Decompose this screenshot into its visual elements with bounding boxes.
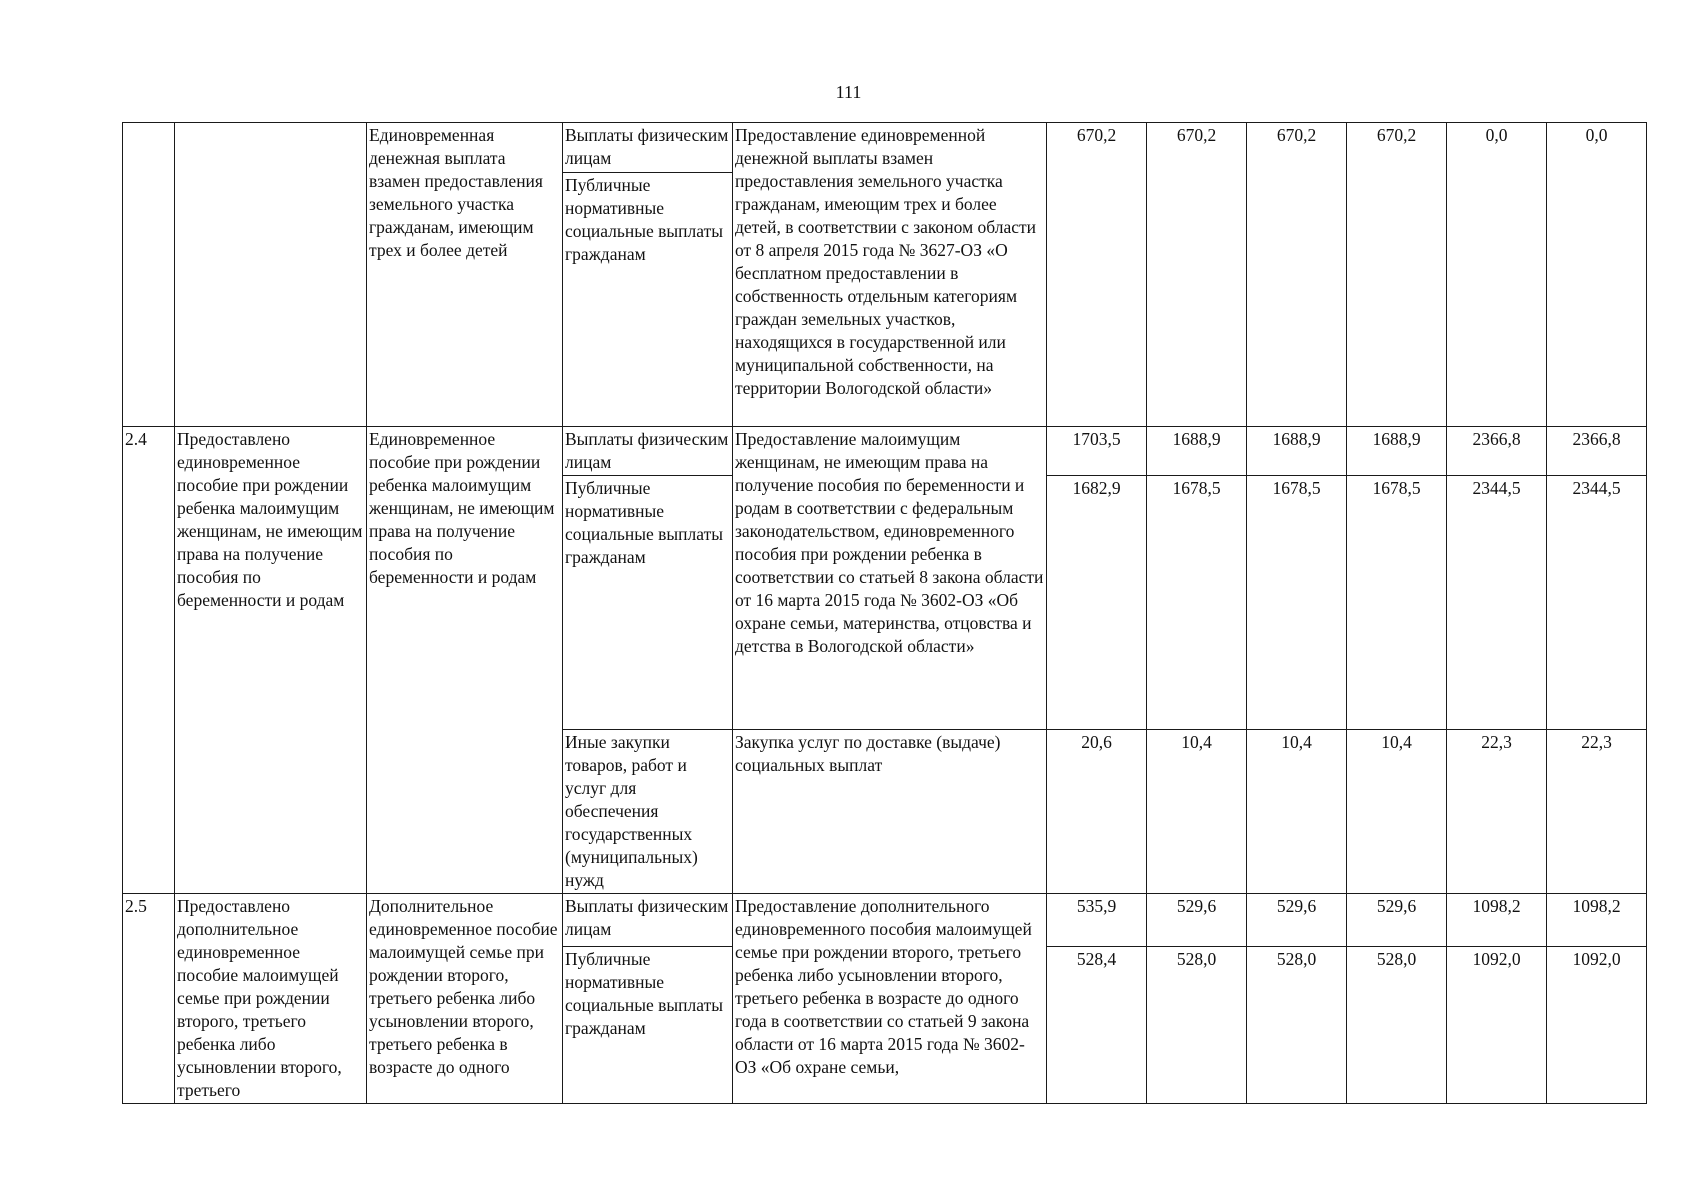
expense-type-cell: Выплаты физическим лицам — [563, 894, 733, 947]
event-cell: Предоставлено дополнительное единовременное пособие малоимущей семье при рождении второго, третьего ребенка либо усыновлении второго, третьего — [175, 894, 367, 1104]
expense-type-cell: Публичные нормативные социальные выплаты гражданам — [563, 947, 733, 1104]
value-cell: 529,6 — [1147, 894, 1247, 947]
value-cell: 1678,5 — [1347, 476, 1447, 730]
event-cell: Предоставлено единовременное пособие при рождении ребенка малоимущим женщинам, не имеющим права на получение пособия по беременности и родам — [175, 427, 367, 894]
expense-type-cell: Иные закупки товаров, работ и услуг для обеспечения государственных (муниципальных) нужд — [563, 730, 733, 894]
value-cell: 670,2 — [1347, 123, 1447, 427]
value-cell: 22,3 — [1447, 730, 1547, 894]
description-cell: Предоставление единовременной денежной выплаты взамен предоставления земельного участка гражданам, имеющим трех и более детей, в соответствии с законом области от 8 апреля 2015 года № 3627-ОЗ «О бесплатном предоставлении в собственность отдельным категориям граждан земельных участков, находящихся в государственной или муниципальной собственности, на территории Вологодской области» — [733, 123, 1047, 427]
value-cell: 1703,5 — [1047, 427, 1147, 476]
table-row — [123, 427, 1647, 476]
value-cell: 22,3 — [1547, 730, 1647, 894]
value-cell: 535,9 — [1047, 894, 1147, 947]
value-cell: 2344,5 — [1447, 476, 1547, 730]
value-cell: 670,2 — [1147, 123, 1247, 427]
expense-type-cell: Публичные нормативные социальные выплаты гражданам — [563, 173, 733, 427]
value-cell: 528,0 — [1347, 947, 1447, 1104]
budget-table — [122, 122, 1647, 1104]
value-cell: 1092,0 — [1547, 947, 1647, 1104]
row-number: 2.4 — [123, 427, 175, 894]
event-cell — [175, 123, 367, 427]
value-cell: 1098,2 — [1447, 894, 1547, 947]
description-cell: Закупка услуг по доставке (выдаче) социальных выплат — [733, 730, 1047, 894]
table-row — [123, 894, 1647, 947]
expense-type-cell: Выплаты физическим лицам — [563, 427, 733, 476]
page-number: 111 — [835, 82, 862, 102]
value-cell: 10,4 — [1247, 730, 1347, 894]
value-cell: 2344,5 — [1547, 476, 1647, 730]
value-cell: 1682,9 — [1047, 476, 1147, 730]
value-cell: 529,6 — [1347, 894, 1447, 947]
value-cell: 10,4 — [1147, 730, 1247, 894]
value-cell: 529,6 — [1247, 894, 1347, 947]
value-cell: 1092,0 — [1447, 947, 1547, 1104]
measure-cell: Единовременная денежная выплата взамен предоставления земельного участка гражданам, имеющим трех и более детей — [367, 123, 563, 427]
value-cell: 528,0 — [1247, 947, 1347, 1104]
value-cell: 528,0 — [1147, 947, 1247, 1104]
value-cell: 10,4 — [1347, 730, 1447, 894]
value-cell: 1098,2 — [1547, 894, 1647, 947]
measure-cell: Дополнительное единовременное пособие малоимущей семье при рождении второго, третьего ребенка либо усыновлении второго, третьего ребенка в возрасте до одного — [367, 894, 563, 1104]
value-cell: 2366,8 — [1547, 427, 1647, 476]
value-cell: 1688,9 — [1147, 427, 1247, 476]
value-cell: 1678,5 — [1147, 476, 1247, 730]
value-cell: 1688,9 — [1247, 427, 1347, 476]
expense-type-cell: Выплаты физическим лицам — [563, 123, 733, 173]
value-cell: 670,2 — [1047, 123, 1147, 427]
expense-type-cell: Публичные нормативные социальные выплаты гражданам — [563, 476, 733, 730]
measure-cell: Единовременное пособие при рождении ребенка малоимущим женщинам, не имеющим права на получение пособия по беременности и родам — [367, 427, 563, 894]
table-row — [123, 123, 1647, 173]
value-cell: 670,2 — [1247, 123, 1347, 427]
row-number: 2.5 — [123, 894, 175, 1104]
value-cell: 0,0 — [1547, 123, 1647, 427]
value-cell: 20,6 — [1047, 730, 1147, 894]
value-cell: 528,4 — [1047, 947, 1147, 1104]
value-cell: 1688,9 — [1347, 427, 1447, 476]
description-cell: Предоставление малоимущим женщинам, не имеющим права на получение пособия по беременности и родам в соответствии с федеральным законодательством, единовременного пособия при рождении ребенка в соответствии со статьей 8 закона области от 16 марта 2015 года № 3602-ОЗ «Об охране семьи, материнства, отцовства и детства в Вологодской области» — [733, 427, 1047, 730]
value-cell: 2366,8 — [1447, 427, 1547, 476]
value-cell: 0,0 — [1447, 123, 1547, 427]
description-cell: Предоставление дополнительного единовременного пособия малоимущей семье при рождении второго, третьего ребенка либо усыновлении второго, третьего ребенка в возрасте до одного года в соответствии со статьей 9 закона области от 16 марта 2015 года № 3602-ОЗ «Об охране семьи, — [733, 894, 1047, 1104]
row-number — [123, 123, 175, 427]
value-cell: 1678,5 — [1247, 476, 1347, 730]
